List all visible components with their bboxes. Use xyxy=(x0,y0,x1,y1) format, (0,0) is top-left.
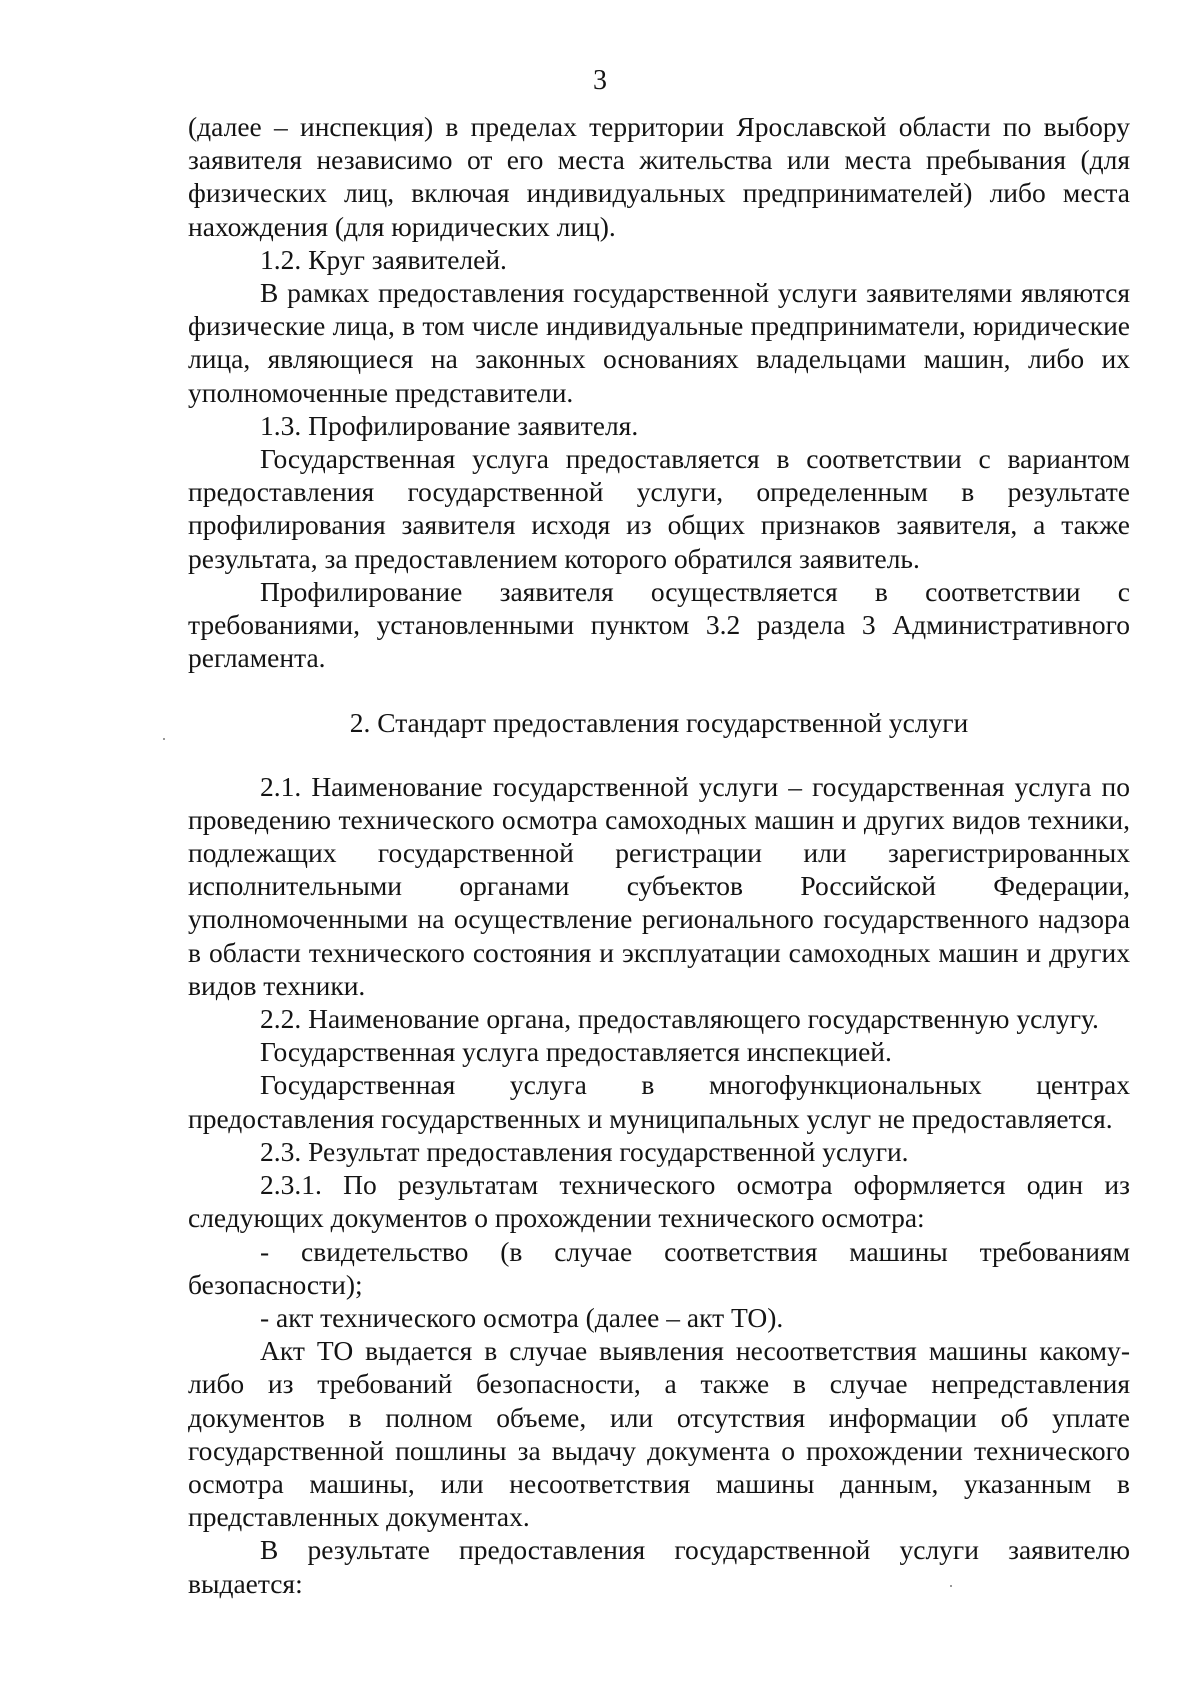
page-number: 3 xyxy=(593,65,607,96)
list-item-certificate: - свидетельство (в случае соответствия машины требованиям безопасности); xyxy=(188,1235,1130,1300)
section-2-3-1-documents: 2.3.1. По результатам технического осмотра оформляется один из следующих документов о прохождении технического осмотра: xyxy=(188,1169,1130,1234)
section-2-3-heading: 2.3. Результат предоставления государственной услуги. xyxy=(260,1135,909,1167)
paragraph-inspection-continuation: (далее – инспекция) в пределах территории Ярославской области по выбору заявителя независимо от его места жительства или места пребывания (для физических лиц, включая индивидуальных предпринимателей) либо места нахождения (для юридических лиц). xyxy=(188,111,1130,242)
paragraph-mfc-not-provided: Государственная услуга в многофункциональных центрах предоставления государственных и муниципальных услуг не предоставляется. xyxy=(188,1069,1130,1134)
scan-speck xyxy=(163,738,165,740)
paragraph-applicants: В рамках предоставления государственной услуги заявителями являются физические лица, в том числе индивидуальные предприниматели, юридические лица, являющиеся на законных основаниях владельцами машин, либо их уполномоченные представители. xyxy=(188,277,1130,408)
scan-speck xyxy=(950,1585,952,1587)
paragraph-service-variant: Государственная услуга предоставляется в соответствии с вариантом предоставления государственной услуги, определенным в результате профилирования заявителя исходя из общих признаков заявителя, а также результата, за предоставлением которого обратился заявитель. xyxy=(188,443,1130,574)
document-body xyxy=(188,110,1130,1600)
section-2-title: 2. Стандарт предоставления государственной услуги xyxy=(349,707,969,739)
paragraph-result-issued: В результате предоставления государственной услуги заявителю выдается: xyxy=(188,1534,1130,1599)
section-1-3-heading: 1.3. Профилирование заявителя. xyxy=(260,409,639,441)
paragraph-act-issued-when: Акт ТО выдается в случае выявления несоответствия машины какому-либо из требований безопасности, а также в случае непредставления документов в полном объеме, или отсутствия информации об уплате государственной пошлины за выдачу документа о прохождении технического осмотра машины, или несоответствия машины данным, указанным в представленных документах. xyxy=(188,1335,1130,1533)
section-2-1-service-name: 2.1. Наименование государственной услуги – государственная услуга по проведению технического осмотра самоходных машин и других видов техники, подлежащих государственной регистрации или зарегистрированных исполнительными органами субъектов Российской Федерации, уполномоченными на осуществление регионального государственного надзора в области технического состояния и эксплуатации самоходных машин и других видов техники. xyxy=(188,770,1130,1001)
section-1-2-heading: 1.2. Круг заявителей. xyxy=(260,243,507,275)
paragraph-provided-by-inspection: Государственная услуга предоставляется инспекцией. xyxy=(260,1036,892,1068)
paragraph-profiling: Профилирование заявителя осуществляется в соответствии с требованиями, установленными пунктом 3.2 раздела 3 Административного регламента. xyxy=(188,575,1130,674)
list-item-act: - акт технического осмотра (далее – акт ТО). xyxy=(260,1301,784,1333)
section-2-2-heading: 2.2. Наименование органа, предоставляющего государственную услугу. xyxy=(260,1003,1099,1035)
